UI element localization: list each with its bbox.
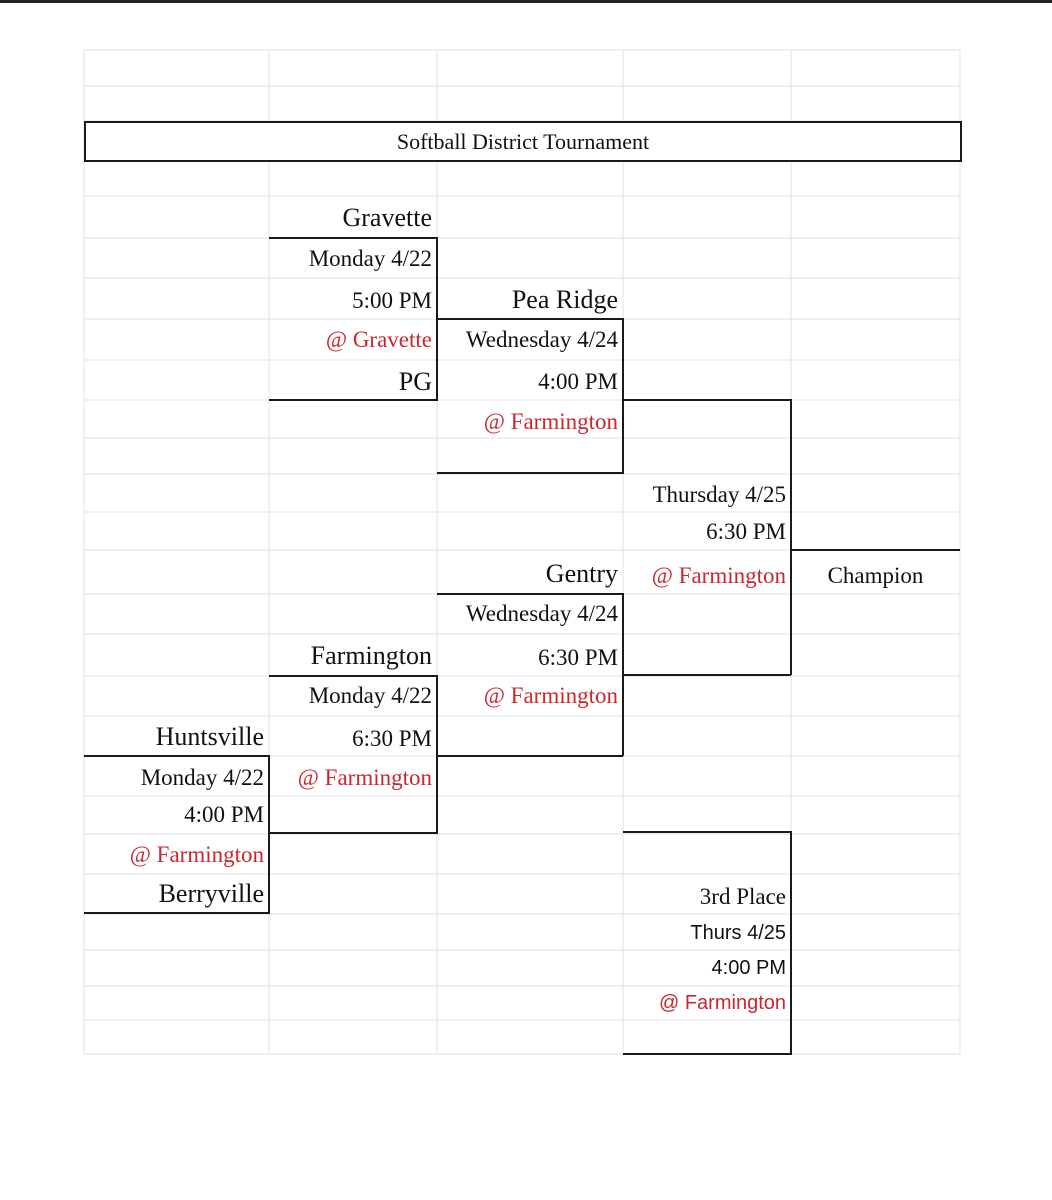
- game1-location: @ Gravette: [325, 327, 432, 352]
- bracket-line-game4-top: [269, 675, 437, 677]
- team-berryville: Berryville: [158, 879, 264, 908]
- bracket-line-champion: [791, 549, 960, 551]
- team-pg: PG: [398, 367, 432, 396]
- bracket-line-game5-bottom: [84, 912, 269, 914]
- team-pea-ridge: Pea Ridge: [511, 285, 618, 314]
- champion-label: Champion: [827, 563, 924, 588]
- game5-location: @ Farmington: [129, 842, 264, 867]
- bracket-line-game2-bottom: [437, 472, 623, 474]
- bracket-line-final-bottom: [623, 674, 791, 676]
- game4-location: @ Farmington: [297, 765, 432, 790]
- game3-location: @ Farmington: [483, 683, 618, 708]
- game4-time: 6:30 PM: [352, 726, 432, 751]
- final-location: @ Farmington: [651, 563, 786, 588]
- bracket-line-game1-bottom: [269, 399, 437, 401]
- game2-location: @ Farmington: [483, 409, 618, 434]
- team-gentry: Gentry: [545, 559, 618, 588]
- page-title: Softball District Tournament: [396, 129, 650, 154]
- third-place-date: Thurs 4/25: [690, 922, 786, 944]
- final-date: Thursday 4/25: [652, 482, 786, 507]
- bracket-line-final-top: [623, 399, 791, 401]
- game5-date: Monday 4/22: [140, 765, 264, 790]
- bracket-line-game4-bottom: [269, 832, 437, 834]
- bracket-line-game3-vertical: [622, 593, 624, 756]
- bracket-line-game2-vertical: [622, 318, 624, 474]
- bracket-line-game2-top: [437, 318, 623, 320]
- game1-date: Monday 4/22: [308, 246, 432, 271]
- bracket-line-final-vertical: [790, 399, 792, 675]
- team-farmington: Farmington: [310, 641, 432, 670]
- bracket-line-game1-top: [269, 237, 437, 239]
- bracket-line-third-vertical: [790, 831, 792, 1055]
- third-place-time: 4:00 PM: [711, 957, 786, 979]
- bracket-line-third-bottom: [623, 1053, 791, 1055]
- game4-date: Monday 4/22: [308, 683, 432, 708]
- game1-time: 5:00 PM: [352, 288, 432, 313]
- bracket-line-game3-bottom: [437, 755, 623, 757]
- game3-time: 6:30 PM: [538, 645, 618, 670]
- third-place-location: @ Farmington: [658, 992, 786, 1014]
- game2-date: Wednesday 4/24: [465, 327, 618, 352]
- game3-date: Wednesday 4/24: [465, 601, 618, 626]
- game2-time: 4:00 PM: [538, 369, 618, 394]
- final-time: 6:30 PM: [706, 519, 786, 544]
- bracket-line-game3-top: [437, 593, 623, 595]
- third-place-label: 3rd Place: [699, 884, 786, 909]
- game5-time: 4:00 PM: [184, 802, 264, 827]
- bracket-line-game5-top: [84, 755, 269, 757]
- team-gravette: Gravette: [342, 203, 432, 232]
- team-huntsville: Huntsville: [155, 722, 264, 751]
- bracket-line-third-top: [623, 831, 791, 833]
